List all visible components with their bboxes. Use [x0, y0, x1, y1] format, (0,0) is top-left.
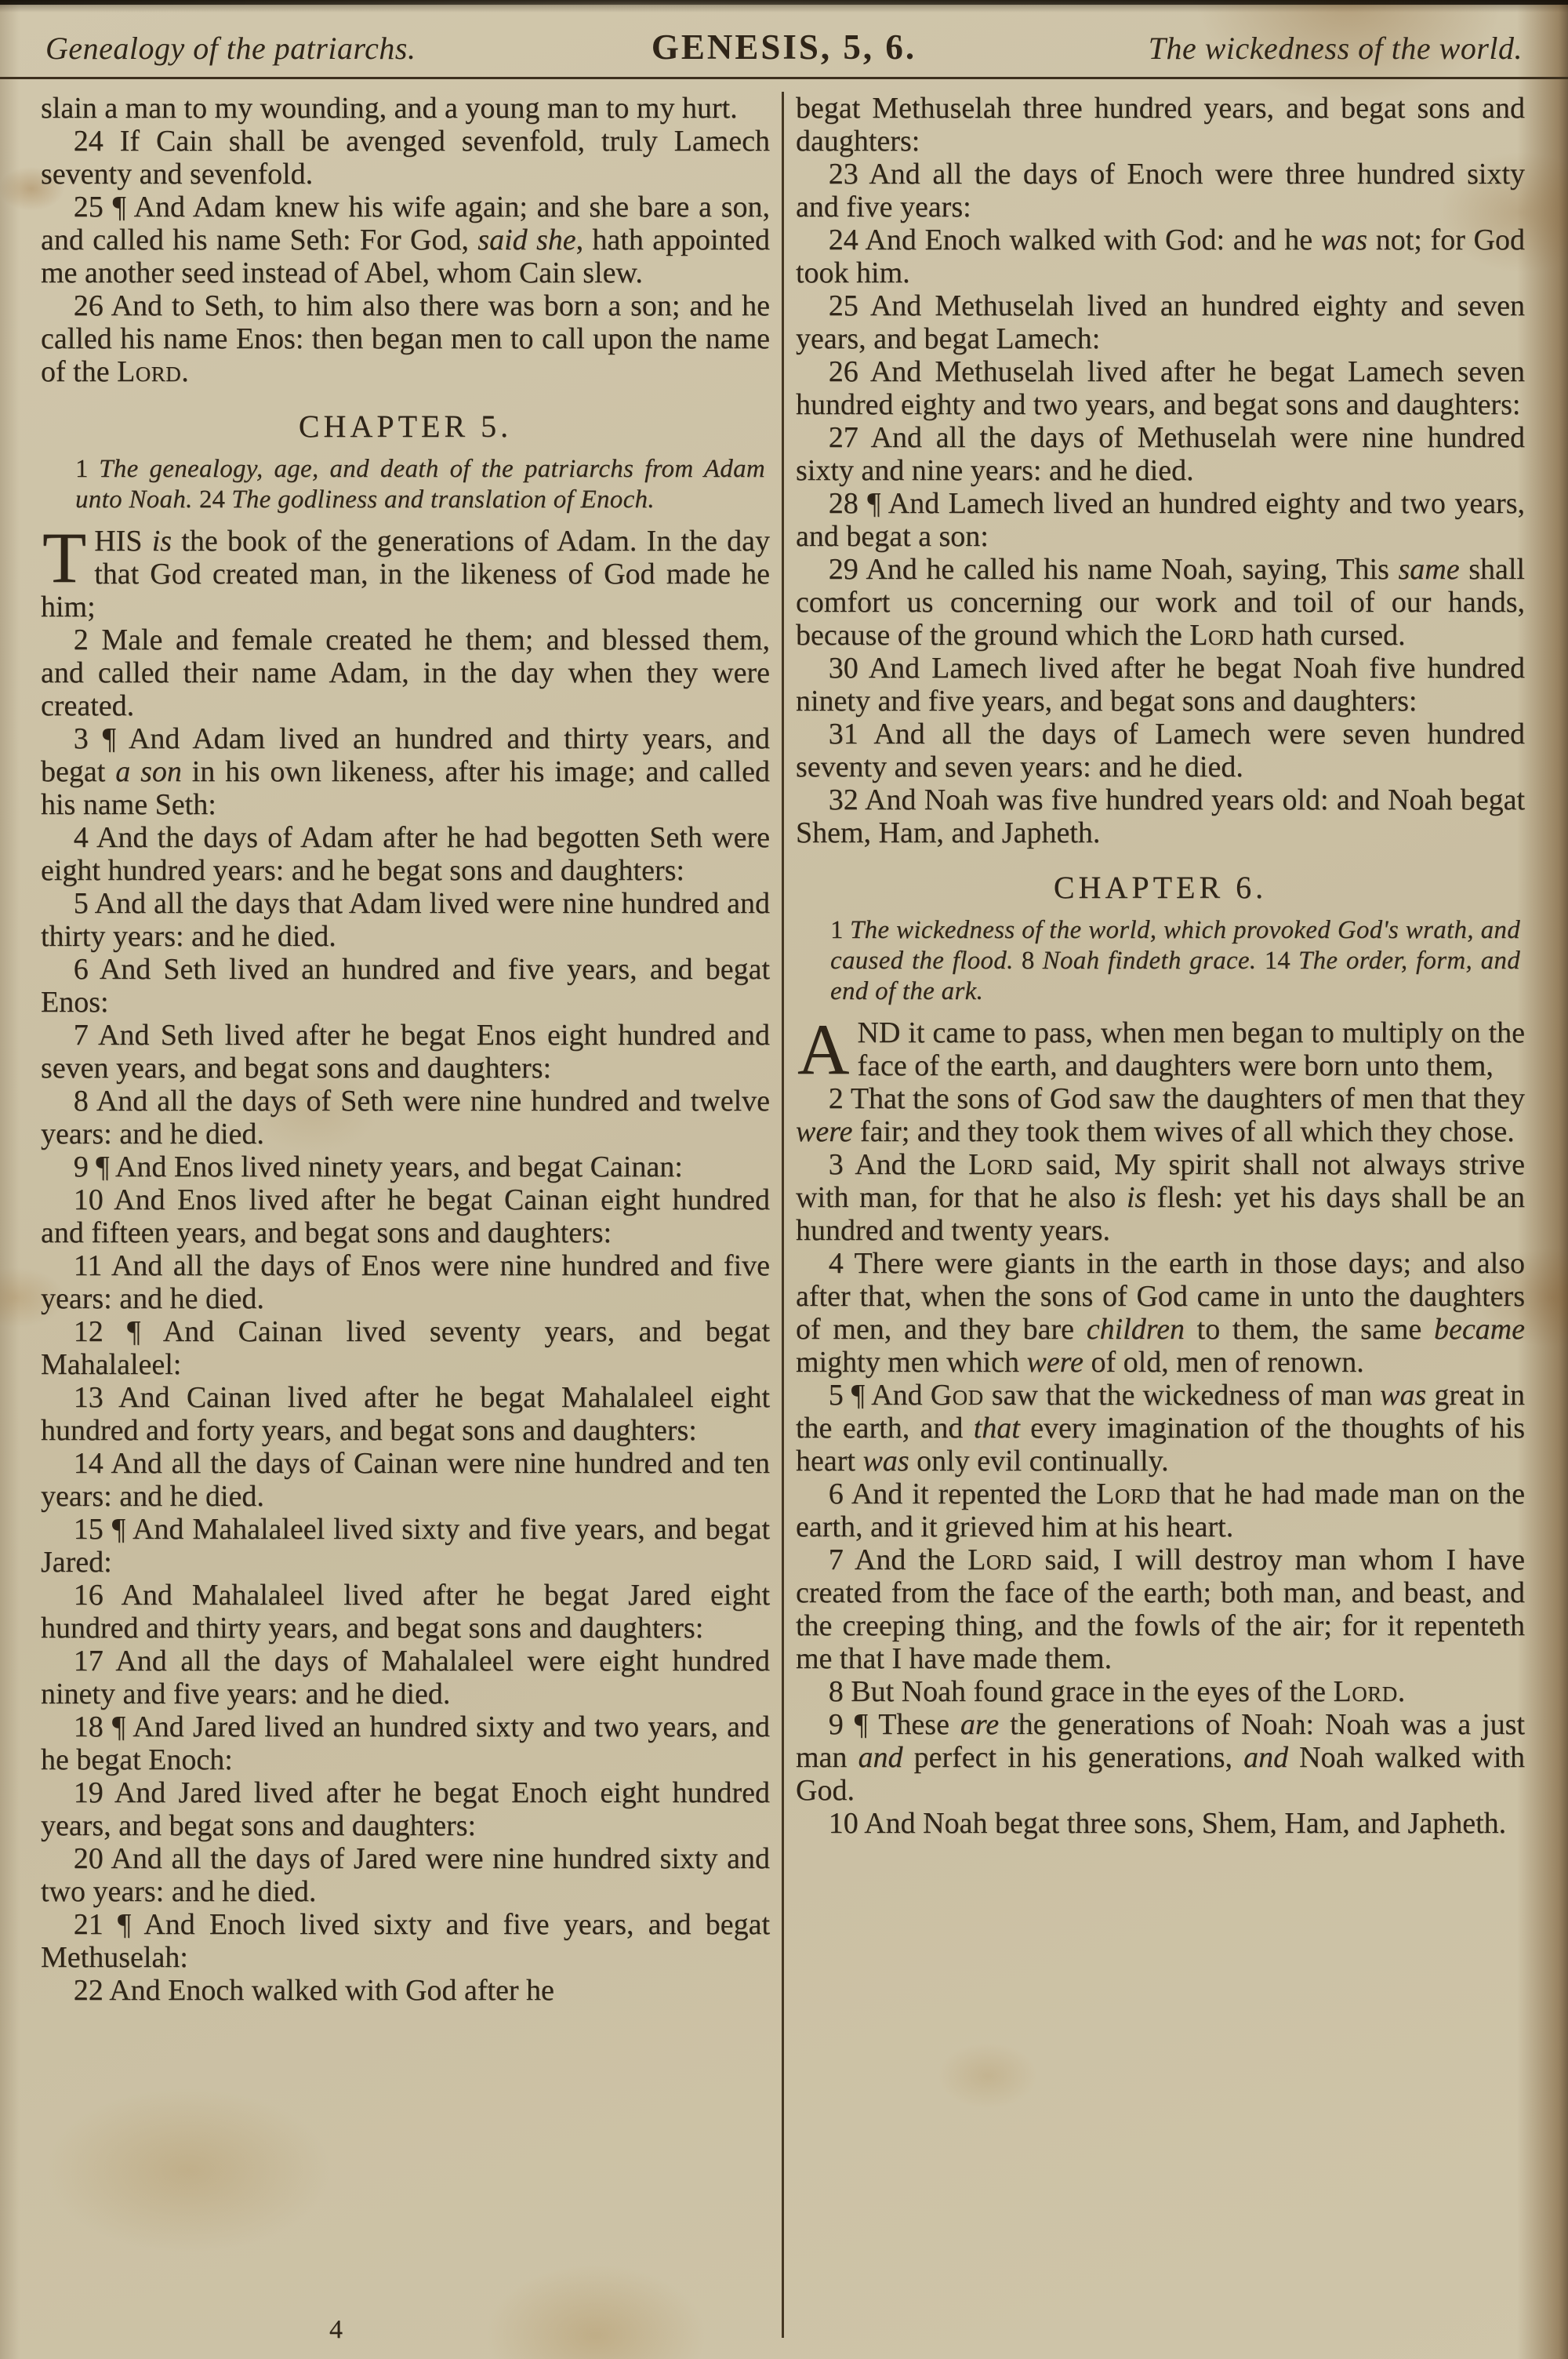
text-segment: And he called his name Noah, saying, This — [866, 553, 1399, 586]
text-segment: And Noah was five hundred years old: and Noah begat Shem, Ham, and Japheth. — [796, 783, 1526, 849]
verse-paragraph — [796, 158, 1525, 224]
verse-number: 30 — [828, 652, 869, 685]
verse-number: 16 — [73, 1579, 122, 1612]
text-segment: And Seth lived after he begat Enos eight hundred and seven years, and begat sons and daughters: — [41, 1019, 771, 1085]
text-segment: And Enoch lived sixty and five years, and begat Methuselah: — [41, 1908, 771, 1974]
text-segment: And all the days of Enos were nine hundred and five years: and he died. — [41, 1249, 771, 1315]
verse-number: 18 ¶ — [73, 1710, 133, 1743]
text-segment: said, I will destroy man whom I have created from the face of the earth; both man, and beast, and the creeping thing, and the fowls of the air; for it repenteth me that I have made them. — [796, 1543, 1525, 1675]
text-segment: If Cain shall be avenged sevenfold, truly Lamech seventy and sevenfold. — [41, 125, 771, 191]
text-segment: the book of the generations of Adam. In the day that God created man, in the likeness of God made he him; — [41, 525, 771, 623]
chapter-heading: CHAPTER 6. — [1053, 870, 1268, 905]
page-header — [0, 0, 1568, 77]
running-head-right: The wickedness of the world. — [1148, 31, 1523, 66]
verse-number: 19 — [73, 1776, 114, 1809]
text-segment: shall comfort us concerning our work and toil of our hands, because of the ground which the — [796, 553, 1525, 652]
text-segment: fair; and they took them wives of all which they chose. — [852, 1115, 1515, 1148]
verse-number: 26 — [73, 289, 111, 322]
verse-number: 26 — [828, 355, 870, 388]
text-segment: perfect in his generations, — [902, 1741, 1244, 1774]
text-segment: And all the days of Lamech were seven hundred seventy and seven years: and he died. — [796, 718, 1525, 783]
text-segment: And Noah begat three sons, Shem, Ham, and Japheth. — [864, 1807, 1507, 1840]
text-segment: And all the days of Enoch were three hundred sixty and five years: — [796, 158, 1526, 224]
text-segment: 8 — [1013, 947, 1043, 975]
verse-paragraph — [41, 1645, 770, 1710]
text-segment: children — [1086, 1313, 1185, 1346]
verse-paragraph — [796, 1807, 1525, 1840]
verse-paragraph — [41, 953, 770, 1019]
page-title: GENESIS, 5, 6. — [651, 27, 917, 67]
drop-cap: A — [797, 1009, 850, 1089]
verse-number: 9 ¶ — [73, 1150, 115, 1183]
text-segment: . — [181, 355, 189, 388]
column-1 — [41, 92, 770, 2338]
text-segment: it came to pass, when men began to multiply on the face of the earth, and daughters were born unto them, — [857, 1016, 1525, 1082]
verse-number: 28 ¶ — [828, 487, 888, 520]
text-segment: was — [1380, 1379, 1427, 1412]
text-segment: There were giants in the earth in those days; and also after that, when the sons of God came in unto the daughters of men, and they bare — [796, 1247, 1525, 1346]
verse-paragraph — [41, 1908, 770, 1974]
text-segment: And Enos lived ninety years, and begat Cainan: — [114, 1150, 683, 1183]
verse-number: 14 — [73, 1447, 111, 1480]
text-segment: And the days of Adam after he had begotten Seth were eight hundred years: and he begat sons and daughters: — [41, 821, 770, 887]
text-segment: 1 — [830, 916, 850, 944]
text-segment: are — [960, 1708, 1000, 1741]
verse-number: 27 — [828, 421, 871, 454]
verse-number: 25 — [828, 289, 870, 322]
chapter-summary — [41, 454, 770, 515]
text-segment: saw that the wickedness of man — [983, 1379, 1381, 1412]
verse-paragraph — [796, 1675, 1525, 1708]
text-segment: And to Seth, to him also there was born a son; and he called his name Enos: then began men to call upon the name of the — [41, 289, 770, 388]
text-segment: great in the earth, and — [796, 1379, 1525, 1445]
text-segment: 1 — [75, 455, 100, 483]
verse-paragraph — [796, 1478, 1525, 1543]
verse-paragraph — [796, 1708, 1525, 1807]
verse-number: 6 — [828, 1478, 851, 1510]
text-segment: And Jared lived after he begat Enoch eight hundred years, and begat sons and daughters: — [41, 1776, 771, 1842]
column-2 — [796, 92, 1525, 2338]
verse-paragraph — [41, 191, 770, 289]
text-segment: And all the days that Adam lived were nine hundred and thirty years: and he died. — [41, 887, 771, 953]
text-segment: of old, men of renown. — [1083, 1346, 1364, 1379]
verse-number: 5 ¶ — [828, 1379, 872, 1412]
text-segment: That the sons of God saw the daughters of men that they — [850, 1082, 1525, 1115]
drop-cap-lead: ND — [857, 1016, 901, 1049]
verse-number: 7 — [828, 1543, 855, 1576]
text-segment: is — [1126, 1181, 1147, 1214]
verse-paragraph — [41, 289, 770, 388]
text-segment: And Mahalaleel lived sixty and five years, and begat Jared: — [41, 1513, 771, 1579]
text-segment: And Enoch walked with God: and he — [865, 224, 1321, 256]
text-segment: hath cursed. — [1254, 619, 1406, 652]
verse-paragraph — [796, 1082, 1525, 1148]
verse-paragraph — [796, 224, 1525, 289]
verse-paragraph — [41, 887, 770, 953]
text-segment: is — [151, 525, 172, 558]
verse-paragraph — [796, 1148, 1525, 1247]
verse-number: 32 — [828, 783, 866, 816]
text-segment: The genealogy, age, and death of the patriarchs from Adam unto Noah. — [75, 455, 765, 514]
text-segment: 14 — [1256, 947, 1298, 975]
text-segment: The order, form, and end of the ark. — [830, 947, 1521, 1005]
verse-number: 3 — [828, 1148, 855, 1181]
text-segment: The wickedness of the world, which provoked God's wrath, and caused the flood. — [830, 916, 1520, 975]
text-segment: And Methuselah lived after he begat Lamech seven hundred eighty and two years, and begat sons and daughters: — [796, 355, 1526, 421]
verse-paragraph — [41, 1447, 770, 1513]
drop-cap: T — [42, 518, 87, 598]
text-segment: And all the days of Mahalaleel were eight hundred ninety and five years: and he died. — [41, 1645, 771, 1710]
verse-number: 3 ¶ — [73, 722, 129, 755]
text-segment: And Enos lived after he begat Cainan eight hundred and fifteen years, and begat sons and daughters: — [41, 1183, 771, 1249]
text-segment: only evil continually. — [909, 1445, 1169, 1478]
text-segment: Male and female created he them; and blessed them, and called their name Adam, in the day when they were created. — [41, 623, 771, 722]
text-segment: Lord — [968, 1148, 1033, 1181]
text-segment: , hath appointed me another seed instead of Abel, whom Cain slew. — [41, 224, 771, 289]
verse-number: 29 — [828, 553, 866, 586]
verse-paragraph — [41, 1776, 770, 1842]
text-segment: mighty men which — [796, 1346, 1027, 1379]
verse-paragraph — [796, 289, 1525, 355]
text-segment: And all the days of Seth were nine hundred and twelve years: and he died. — [41, 1085, 770, 1150]
verse-paragraph — [41, 623, 770, 722]
running-head-left: Genealogy of the patriarchs. — [45, 31, 416, 66]
verse-paragraph — [796, 783, 1525, 849]
text-segment: were — [1026, 1346, 1083, 1379]
text-segment: And all the days of Cainan were nine hundred and ten years: and he died. — [41, 1447, 771, 1513]
verse-number: 10 — [73, 1183, 114, 1216]
text-segment: Lord — [117, 355, 182, 388]
text-segment: And Lamech lived after he begat Noah five hundred ninety and five years, and begat sons and daughters: — [796, 652, 1525, 718]
verse-paragraph — [41, 821, 770, 887]
verse-paragraph — [41, 1019, 770, 1085]
text-segment: And Methuselah lived an hundred eighty and seven years, and begat Lamech: — [796, 289, 1526, 355]
verse-number: 24 — [73, 125, 120, 158]
verse-number: 7 — [73, 1019, 99, 1052]
text-segment: that — [973, 1412, 1020, 1445]
text-segment: And Seth lived an hundred and five years, and begat Enos: — [41, 953, 770, 1019]
drop-cap-lead: HIS — [94, 525, 143, 558]
text-segment: not; for God took him. — [796, 224, 1525, 289]
text-segment: and — [858, 1741, 903, 1774]
text-segment: Lord — [967, 1543, 1033, 1576]
text-segment: Lord — [1189, 619, 1254, 652]
verse-paragraph — [41, 1579, 770, 1645]
text-segment: Lord — [1333, 1675, 1398, 1708]
verse-number: 9 ¶ — [828, 1708, 879, 1741]
verse-number: 5 — [73, 887, 95, 920]
verse-number: 4 — [828, 1247, 855, 1280]
verse-paragraph — [41, 1249, 770, 1315]
chapter-summary — [796, 915, 1525, 1007]
text-segment: And Adam knew his wife again; and she bare a son, and called his name Seth: For God, — [41, 191, 771, 256]
verse-paragraph — [41, 518, 771, 623]
verse-number: 21 ¶ — [73, 1908, 144, 1941]
verse-paragraph — [41, 1381, 770, 1447]
verse-paragraph — [796, 1379, 1525, 1478]
verse-number: 23 — [828, 158, 869, 191]
verse-number: 4 — [73, 821, 96, 854]
text-segment: said she — [477, 224, 576, 256]
text-segment: And Cainan lived after he begat Mahalaleel eight hundred and forty years, and begat sons and daughters: — [41, 1381, 770, 1447]
continuation-paragraph — [796, 92, 1525, 158]
verse-number: 11 — [73, 1249, 111, 1282]
verse-number: 2 — [73, 623, 102, 656]
text-segment: And Cainan lived seventy years, and begat Mahalaleel: — [41, 1315, 771, 1381]
text-segment: The godliness and translation of Enoch. — [231, 485, 655, 514]
text-segment: Lord — [1096, 1478, 1161, 1510]
column-divider — [782, 92, 784, 2338]
text-segment: And the — [854, 1543, 968, 1576]
text-segment: flesh: yet his days shall be an hundred and twenty years. — [796, 1181, 1525, 1247]
text-segment: said, My spirit shall not always strive with man, for that he also — [796, 1148, 1525, 1214]
text-segment: And all the days of Jared were nine hundred sixty and two years: and he died. — [41, 1842, 770, 1908]
verse-number: 12 ¶ — [73, 1315, 163, 1348]
verse-number: 22 — [73, 1974, 110, 2007]
verse-number: 15 ¶ — [73, 1513, 132, 1546]
verse-paragraph — [796, 1247, 1525, 1379]
text-segment: became — [1433, 1313, 1525, 1346]
scan-top-edge — [0, 0, 1568, 5]
verse-paragraph — [796, 718, 1525, 783]
text-segment: Noah findeth grace. — [1042, 947, 1257, 975]
verse-number: 8 — [828, 1675, 851, 1708]
verse-paragraph — [796, 421, 1525, 487]
verse-paragraph — [41, 1842, 770, 1908]
verse-number: 8 — [73, 1085, 96, 1118]
text-segment: And the — [855, 1148, 969, 1181]
verse-paragraph — [796, 553, 1525, 652]
text-segment: . — [1397, 1675, 1406, 1708]
text-segment: the generations of Noah: Noah was a just man — [796, 1708, 1525, 1774]
verse-paragraph — [41, 1974, 770, 2007]
verse-number: 20 — [73, 1842, 111, 1875]
verse-number: 17 — [73, 1645, 116, 1677]
text-segment: And all the days of Methuselah were nine hundred sixty and nine years: and he died. — [796, 421, 1525, 487]
verse-paragraph — [796, 652, 1525, 718]
text-segment: and — [1243, 1741, 1289, 1774]
verse-paragraph — [796, 487, 1525, 553]
text-segment: were — [796, 1115, 853, 1148]
verse-paragraph — [41, 125, 770, 191]
text-segment: And Enoch walked with God after he — [109, 1974, 554, 2007]
verse-number: 31 — [828, 718, 874, 751]
verse-paragraph — [796, 1009, 1525, 1089]
text-segment: And Adam lived an hundred and thirty years, and begat — [41, 722, 770, 788]
text-segment: was — [862, 1445, 909, 1478]
verse-paragraph — [41, 1710, 770, 1776]
text-segment: And Lamech lived an hundred eighty and two years, and begat a son: — [796, 487, 1525, 553]
text-segment: Noah walked with God. — [796, 1741, 1525, 1807]
text-segment: was — [1320, 224, 1368, 256]
text-segment: to them, the same — [1184, 1313, 1434, 1346]
verse-paragraph — [41, 722, 770, 821]
verse-paragraph — [796, 355, 1525, 421]
text-segment: slain a man to my wounding, and a young man to my hurt. — [41, 92, 738, 125]
verse-number: 6 — [73, 953, 100, 986]
text-columns — [0, 79, 1568, 2338]
verse-paragraph — [41, 1150, 770, 1183]
page-number: 4 — [329, 2315, 343, 2344]
text-segment: But Noah found grace in the eyes of the — [851, 1675, 1334, 1708]
text-segment: every imagination of the thoughts of his heart — [796, 1412, 1526, 1478]
verse-number: 24 — [828, 224, 866, 256]
verse-number: 25 ¶ — [73, 191, 134, 224]
text-segment: a son — [115, 755, 182, 788]
text-segment: begat Methuselah three hundred years, and begat sons and daughters: — [796, 92, 1525, 158]
verse-number: 2 — [828, 1082, 851, 1115]
continuation-paragraph — [41, 92, 770, 125]
text-segment: 24 — [192, 485, 232, 514]
verse-number: 13 — [73, 1381, 119, 1414]
text-segment: And — [871, 1379, 931, 1412]
verse-number: 10 — [828, 1807, 865, 1840]
text-segment: God — [930, 1379, 984, 1412]
verse-paragraph — [41, 1183, 770, 1249]
text-segment — [142, 525, 151, 558]
verse-paragraph — [41, 1513, 770, 1579]
text-segment: that he had made man on the earth, and it grieved him at his heart. — [796, 1478, 1526, 1543]
text-segment: in his own likeness, after his image; and called his name Seth: — [41, 755, 770, 821]
text-segment: And Mahalaleel lived after he begat Jared eight hundred and thirty years, and begat sons and daughters: — [41, 1579, 770, 1645]
text-segment: These — [878, 1708, 960, 1741]
verse-paragraph — [796, 1543, 1525, 1675]
text-segment: And Jared lived an hundred sixty and two years, and he begat Enoch: — [41, 1710, 771, 1776]
verse-paragraph — [41, 1085, 770, 1150]
text-segment: And it repented the — [851, 1478, 1097, 1510]
chapter-heading: CHAPTER 5. — [298, 409, 513, 444]
verse-paragraph — [41, 1315, 770, 1381]
text-segment: same — [1398, 553, 1460, 586]
